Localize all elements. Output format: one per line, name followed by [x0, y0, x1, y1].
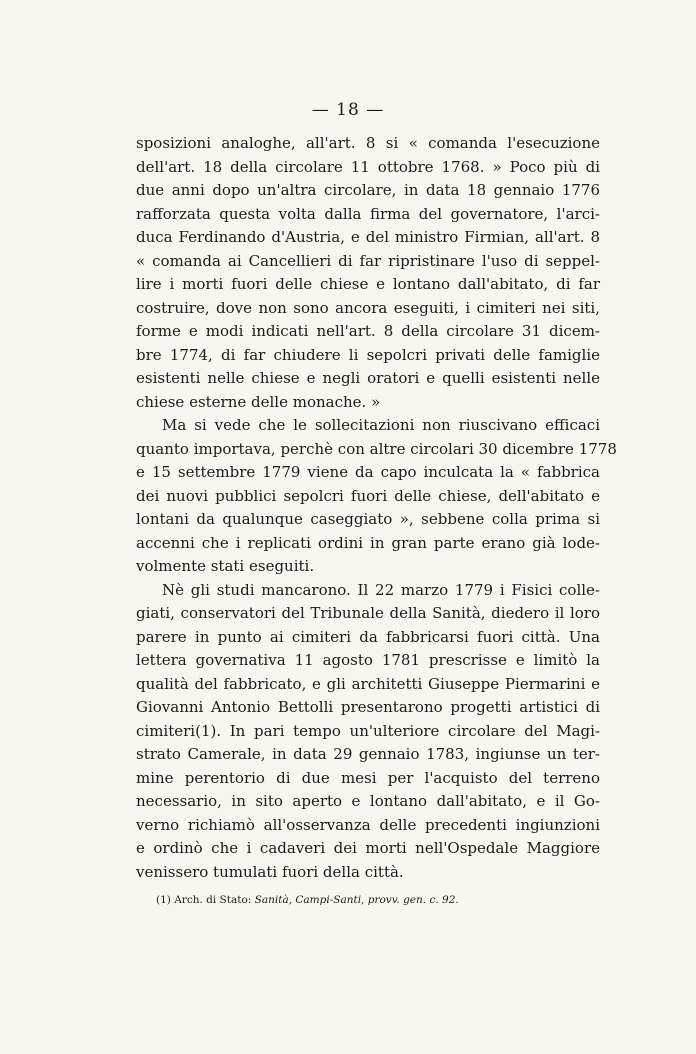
text-line: Ma si vede che le sollecitazioni non riuscivano efficaci: [162, 416, 600, 434]
body-text: [136, 132, 617, 884]
page-number: — 18 —: [311, 100, 385, 120]
text-line: Giovanni Antonio Bettolli presentarono progetti artistici di: [136, 698, 600, 716]
text-line: dei nuovi pubblici sepolcri fuori delle chiese, dell'abitato e: [136, 486, 600, 505]
text-line: costruire, dove non sono ancora eseguiti, i cimiteri nei siti,: [136, 298, 600, 317]
footnote-text: Sanità, Campi-Santi, provv. gen. c. 92.: [254, 894, 459, 906]
text-line: necessario, in sito aperto e lontano dall'abitato, e il Go-: [136, 792, 600, 810]
footnote-marker: (1) Arch. di Stato:: [156, 894, 252, 906]
text-line: accenni che i replicati ordini in gran parte erano già lode-: [136, 533, 600, 552]
text-line: sposizioni analoghe, all'art. 8 si « comanda l'esecuzione: [136, 134, 600, 152]
text-line: esistenti nelle chiese e negli oratori e quelli esistenti nelle: [136, 369, 600, 387]
text-line: duca Ferdinando d'Austria, e del ministro Firmian, all'art. 8: [136, 228, 600, 246]
text-line: venissero tumulati fuori della città.: [136, 862, 404, 881]
text-line: cimiteri(1). In pari tempo un'ulteriore circolare del Magi-: [136, 721, 600, 740]
text-line: lire i morti fuori delle chiese e lontano dall'abitato, di far: [136, 275, 600, 293]
text-line: qualità del fabbricato, e gli architetti Giuseppe Piermarini e: [136, 674, 600, 693]
footnote: [156, 893, 596, 907]
text-line: parere in punto ai cimiteri da fabbricarsi fuori città. Una: [136, 627, 600, 646]
text-line: lettera governativa 11 agosto 1781 prescrisse e limitò la: [136, 651, 600, 669]
text-line: mine perentorio di due mesi per l'acquisto del terreno: [136, 768, 600, 787]
text-line: due anni dopo un'altra circolare, in data 18 gennaio 1776: [136, 181, 600, 199]
text-line: lontani da qualunque caseggiato », sebbene colla prima si: [136, 510, 600, 528]
text-line: strato Camerale, in data 29 gennaio 1783, ingiunse un ter-: [136, 745, 600, 763]
text-line: e 15 settembre 1779 viene da capo inculcata la « fabbrica: [136, 463, 600, 481]
text-line: dell'art. 18 della circolare 11 ottobre 1768. » Poco più di: [136, 157, 600, 176]
text-line: « comanda ai Cancellieri di far ripristinare l'uso di seppel-: [136, 251, 600, 270]
text-line: forme e modi indicati nell'art. 8 della circolare 31 dicem-: [136, 322, 600, 340]
text-line: Nè gli studi mancarono. Il 22 marzo 1779 i Fisici colle-: [162, 580, 600, 599]
text-line: bre 1774, di far chiudere li sepolcri privati delle famiglie: [136, 345, 600, 364]
text-line: chiese esterne delle monache. »: [136, 392, 381, 411]
text-line: rafforzata questa volta dalla firma del governatore, l'arci-: [136, 204, 600, 223]
text-line: quanto importava, perchè con altre circolari 30 dicembre 1778: [136, 439, 617, 458]
text-line: giati, conservatori del Tribunale della Sanità, diedero il loro: [136, 604, 600, 622]
text-line: verno richiamò all'osservanza delle precedenti ingiunzioni: [136, 815, 600, 834]
text-line: volmente stati eseguiti.: [136, 557, 315, 575]
text-line: e ordinò che i cadaveri dei morti nell'Ospedale Maggiore: [136, 839, 600, 857]
